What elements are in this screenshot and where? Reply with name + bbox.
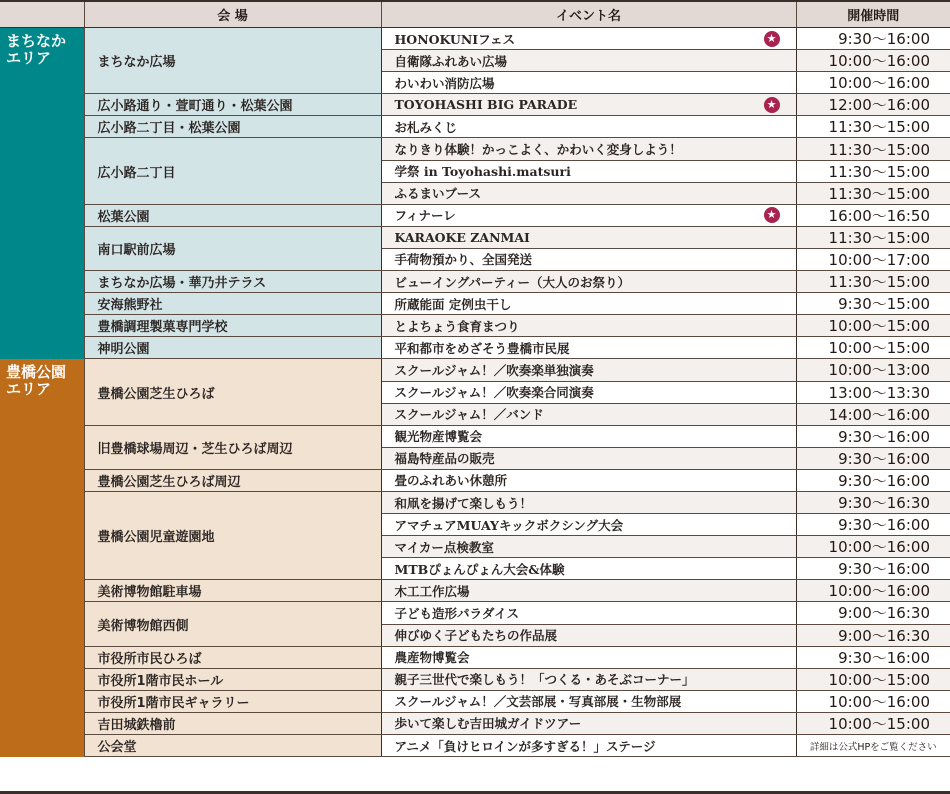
venue-cell: 市役所市民ひろば xyxy=(84,646,381,668)
event-name-cell xyxy=(381,293,796,315)
event-name: スクールジャム！／バンド xyxy=(394,407,544,423)
event-name: 伸びゆく子どもたちの作品展 xyxy=(394,628,558,644)
event-name: 子ども造形パラダイス xyxy=(394,605,520,621)
table-row xyxy=(0,359,950,381)
venue-cell: 安海熊野社 xyxy=(84,293,381,315)
event-name: 和凧を揚げて楽しもう！ xyxy=(394,495,533,511)
event-name-cell xyxy=(381,72,796,94)
event-time-cell: 11:30〜15:00 xyxy=(796,271,950,293)
event-time-cell: 10:00〜15:00 xyxy=(796,668,950,690)
event-name-cell xyxy=(381,182,796,204)
event-name: スクールジャム！／文芸部展・写真部展・生物部展 xyxy=(394,694,682,710)
event-time-cell: 10:00〜17:00 xyxy=(796,248,950,270)
table-row xyxy=(0,204,950,226)
venue-cell: 市役所1階市民ギャラリー xyxy=(84,690,381,712)
event-name: お札みくじ xyxy=(394,119,458,135)
event-name: 学祭 in Toyohashi.matsuri xyxy=(394,164,571,180)
area-label: まちなか エリア xyxy=(0,28,84,359)
table-row xyxy=(0,425,950,447)
event-name: HONOKUNIフェス xyxy=(394,31,515,47)
header-time: 開催時間 xyxy=(796,2,950,28)
venue-cell: 松葉公園 xyxy=(84,204,381,226)
table-row xyxy=(0,138,950,160)
table-row xyxy=(0,712,950,734)
event-name: 歩いて楽しむ吉田城ガイドツアー xyxy=(394,716,582,732)
event-name: KARAOKE ZANMAI xyxy=(394,229,530,245)
table-row xyxy=(0,226,950,248)
area-label: 豊橋公園 エリア xyxy=(0,359,84,757)
venue-cell: 広小路通り・萱町通り・松葉公園 xyxy=(84,94,381,116)
event-time-cell: 9:00〜16:30 xyxy=(796,602,950,624)
venue-cell: 美術博物館駐車場 xyxy=(84,580,381,602)
table-row xyxy=(0,94,950,116)
event-time-cell: 10:00〜16:00 xyxy=(796,536,950,558)
event-name-cell xyxy=(381,204,796,226)
event-name: 平和都市をめざそう豊橋市民展 xyxy=(394,340,570,356)
event-time-cell: 10:00〜15:00 xyxy=(796,712,950,734)
table-row xyxy=(0,690,950,712)
table-row xyxy=(0,293,950,315)
event-name-cell xyxy=(381,50,796,72)
event-name-cell xyxy=(381,116,796,138)
event-name: 自衛隊ふれあい広場 xyxy=(394,53,508,69)
star-icon: ★ xyxy=(764,31,780,47)
event-time-cell: 9:30〜16:00 xyxy=(796,514,950,536)
venue-cell: 豊橋公園児童遊園地 xyxy=(84,491,381,579)
event-time-cell: 10:00〜16:00 xyxy=(796,580,950,602)
event-name-cell xyxy=(381,359,796,381)
table-row xyxy=(0,337,950,359)
event-time-cell: 11:30〜15:00 xyxy=(796,116,950,138)
venue-cell: 美術博物館西側 xyxy=(84,602,381,646)
event-name: 畳のふれあい休憩所 xyxy=(394,473,508,489)
event-name: 福島特産品の販売 xyxy=(394,451,495,467)
event-name: 所蔵能面 定例虫干し xyxy=(394,296,512,312)
event-name: TOYOHASHI BIG PARADE xyxy=(394,97,578,113)
event-name: とよちょう食育まつり xyxy=(394,318,520,334)
venue-cell: 広小路二丁目・松葉公園 xyxy=(84,116,381,138)
event-name: ふるまいブース xyxy=(394,186,482,202)
event-name-cell xyxy=(381,425,796,447)
table-row xyxy=(0,602,950,624)
event-time-cell: 11:30〜15:00 xyxy=(796,182,950,204)
event-name: なりきり体験！かっこよく、かわいく変身しよう！ xyxy=(394,142,682,158)
event-name: 観光物産博覧会 xyxy=(394,429,483,445)
table-header xyxy=(0,2,950,28)
event-time-cell: 詳細は公式HPをご覧ください xyxy=(796,735,950,757)
event-name-cell xyxy=(381,668,796,690)
table-row xyxy=(0,580,950,602)
event-name-cell xyxy=(381,602,796,624)
header-venue: 会 場 xyxy=(84,2,381,28)
venue-cell: 南口駅前広場 xyxy=(84,226,381,270)
event-name: アマチュアMUAYキックボクシング大会 xyxy=(394,517,624,533)
header-area xyxy=(0,2,84,28)
event-time-cell: 9:30〜15:00 xyxy=(796,293,950,315)
venue-cell: 公会堂 xyxy=(84,735,381,757)
event-time-cell: 11:30〜15:00 xyxy=(796,138,950,160)
event-time-cell: 9:30〜16:00 xyxy=(796,28,950,50)
event-name-cell xyxy=(381,536,796,558)
event-name-cell xyxy=(381,735,796,757)
event-time-cell: 12:00〜16:00 xyxy=(796,94,950,116)
venue-cell: 豊橋公園芝生ひろば xyxy=(84,359,381,425)
event-name: 木工工作広場 xyxy=(394,583,470,599)
event-name-cell xyxy=(381,712,796,734)
event-name-cell xyxy=(381,315,796,337)
event-name: わいわい消防広場 xyxy=(394,75,495,91)
event-time-cell: 10:00〜15:00 xyxy=(796,315,950,337)
venue-cell: まちなか広場・華乃井テラス xyxy=(84,271,381,293)
event-name: 親子三世代で楽しもう！「つくる・あそぶコーナー」 xyxy=(394,672,695,688)
event-name-cell xyxy=(381,580,796,602)
event-name: アニメ「負けヒロインが多すぎる！」ステージ xyxy=(394,738,656,754)
event-time-cell: 16:00〜16:50 xyxy=(796,204,950,226)
event-name: フィナーレ xyxy=(394,208,456,224)
table-row xyxy=(0,28,950,50)
event-name-cell xyxy=(381,381,796,403)
table-row xyxy=(0,315,950,337)
venue-cell: 豊橋公園芝生ひろば周辺 xyxy=(84,469,381,491)
table-row xyxy=(0,735,950,757)
event-time-cell: 9:30〜16:00 xyxy=(796,425,950,447)
event-name-cell xyxy=(381,558,796,580)
event-name-cell xyxy=(381,646,796,668)
event-name: 手荷物預かり、全国発送 xyxy=(394,252,533,268)
event-name-cell xyxy=(381,403,796,425)
venue-cell: 吉田城鉄櫓前 xyxy=(84,712,381,734)
table-row xyxy=(0,646,950,668)
event-name-cell xyxy=(381,160,796,182)
event-time-cell: 11:30〜15:00 xyxy=(796,226,950,248)
event-time-cell: 10:00〜15:00 xyxy=(796,337,950,359)
event-time-cell: 9:30〜16:00 xyxy=(796,469,950,491)
venue-cell: まちなか広場 xyxy=(84,28,381,94)
event-time-cell: 9:00〜16:30 xyxy=(796,624,950,646)
venue-cell: 豊橋調理製菓専門学校 xyxy=(84,315,381,337)
table-row xyxy=(0,116,950,138)
event-time-cell: 11:30〜15:00 xyxy=(796,160,950,182)
star-icon: ★ xyxy=(764,97,780,113)
event-name-cell xyxy=(381,447,796,469)
table-row xyxy=(0,271,950,293)
header-event: イベント名 xyxy=(381,2,796,28)
event-name-cell xyxy=(381,94,796,116)
table-row xyxy=(0,491,950,513)
event-time-cell: 10:00〜16:00 xyxy=(796,72,950,94)
event-name: 農産物博覧会 xyxy=(394,650,470,666)
event-name-cell xyxy=(381,271,796,293)
event-name-cell xyxy=(381,226,796,248)
table-row xyxy=(0,469,950,491)
event-name-cell xyxy=(381,514,796,536)
event-time-cell: 9:30〜16:00 xyxy=(796,558,950,580)
event-name: マイカー点検教室 xyxy=(394,539,494,555)
venue-cell: 旧豊橋球場周辺・芝生ひろば周辺 xyxy=(84,425,381,469)
event-name: スクールジャム！／吹奏楽合同演奏 xyxy=(394,385,594,401)
venue-cell: 市役所1階市民ホール xyxy=(84,668,381,690)
event-time-cell: 10:00〜16:00 xyxy=(796,690,950,712)
event-name-cell xyxy=(381,248,796,270)
event-time-cell: 10:00〜16:00 xyxy=(796,50,950,72)
event-name-cell xyxy=(381,28,796,50)
event-name-cell xyxy=(381,337,796,359)
event-name: ビューイングパーティー（大人のお祭り） xyxy=(394,274,631,290)
event-name: MTBぴょんぴょん大会&体験 xyxy=(394,561,565,577)
event-name: スクールジャム！／吹奏楽単独演奏 xyxy=(394,362,594,378)
event-name-cell xyxy=(381,624,796,646)
star-icon: ★ xyxy=(764,207,780,223)
event-name-cell xyxy=(381,138,796,160)
event-time-cell: 13:00〜13:30 xyxy=(796,381,950,403)
event-time-cell: 10:00〜13:00 xyxy=(796,359,950,381)
event-time-cell: 9:30〜16:00 xyxy=(796,447,950,469)
event-name-cell xyxy=(381,690,796,712)
table-row xyxy=(0,668,950,690)
event-time-cell: 9:30〜16:30 xyxy=(796,491,950,513)
venue-cell: 広小路二丁目 xyxy=(84,138,381,204)
event-time-cell: 9:30〜16:00 xyxy=(796,646,950,668)
event-name-cell xyxy=(381,469,796,491)
venue-cell: 神明公園 xyxy=(84,337,381,359)
event-name-cell xyxy=(381,491,796,513)
event-time-cell: 14:00〜16:00 xyxy=(796,403,950,425)
